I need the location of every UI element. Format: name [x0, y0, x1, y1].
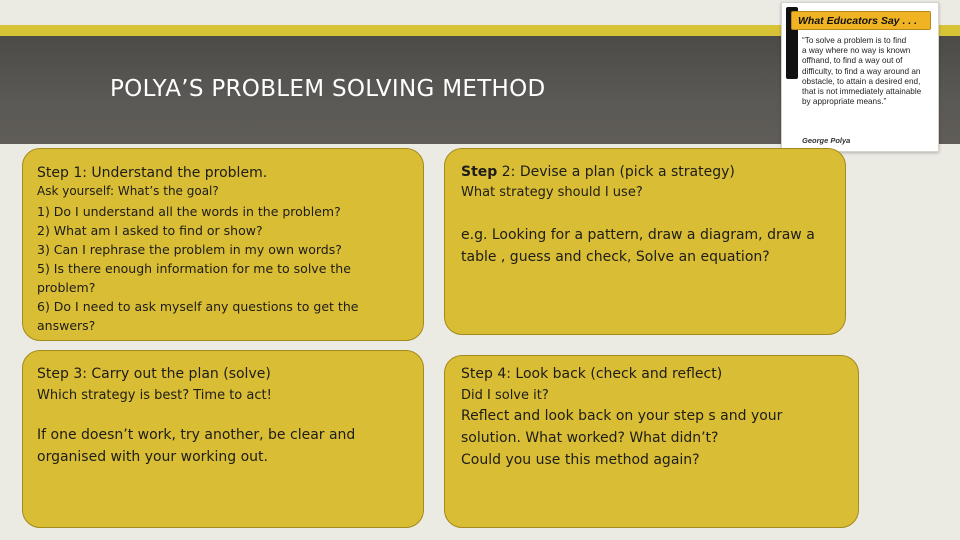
quote-line: a way where no way is known — [802, 46, 911, 56]
step-4-line: Could you use this method again? — [461, 452, 700, 468]
step-3-line: If one doesn’t work, try another, be clear and — [37, 427, 356, 443]
step-2-title — [461, 164, 735, 180]
step-1-line: 3) Can I rephrase the problem in my own words? — [37, 242, 342, 257]
step-1-box — [22, 148, 424, 341]
quote-line: offhand, to find a way out of — [802, 56, 903, 66]
quote-line: “To solve a problem is to find — [802, 36, 907, 45]
step-2-box — [444, 148, 846, 335]
page-title: POLYA’S PROBLEM SOLVING METHOD — [110, 76, 546, 102]
step-1-line: answers? — [37, 318, 96, 333]
step-1-line: 2) What am I asked to find or show? — [37, 223, 263, 238]
step-2-body — [461, 225, 815, 268]
step-4-line: Reflect and look back on your step s and your — [461, 408, 783, 424]
step-4-subtitle: Did I solve it? — [461, 388, 549, 403]
quote-line: by appropriate means.” — [802, 97, 887, 107]
step-2-title-bold: Step — [461, 164, 498, 180]
step-4-title: Step 4: Look back (check and reflect) — [461, 366, 723, 382]
step-1-subtitle: Ask yourself: What’s the goal? — [37, 184, 219, 198]
step-2-line: table , guess and check, Solve an equation? — [461, 248, 770, 265]
step-3-line: organised with your working out. — [37, 448, 268, 465]
step-3-subtitle: Which strategy is best? Time to act! — [37, 388, 272, 403]
step-1-line: 1) Do I understand all the words in the problem? — [37, 204, 341, 219]
quote-line: obstacle, to attain a desired end, — [802, 76, 921, 86]
quote-card — [781, 2, 939, 152]
step-3-box — [22, 350, 424, 528]
quote-heading: What Educators Say . . . — [791, 11, 931, 30]
step-2-line: e.g. Looking for a pattern, draw a diagram, draw a — [461, 227, 815, 243]
step-2-title-rest: 2: Devise a plan (pick a strategy) — [497, 164, 735, 180]
step-3-title: Step 3: Carry out the plan (solve) — [37, 366, 271, 382]
step-4-body — [461, 405, 782, 471]
step-2-subtitle: What strategy should I use? — [461, 185, 643, 200]
step-1-body — [37, 202, 358, 335]
quote-text — [802, 36, 936, 107]
quote-line: that is not immediately attainable — [802, 87, 922, 97]
step-4-line: solution. What worked? What didn’t? — [461, 430, 719, 446]
step-3-body — [37, 425, 355, 468]
step-4-box — [444, 355, 859, 528]
step-1-title: Step 1: Understand the problem. — [37, 165, 268, 181]
step-1-line: 5) Is there enough information for me to solve the — [37, 261, 351, 276]
step-1-line: 6) Do I need to ask myself any questions to get the — [37, 299, 359, 314]
step-1-line: problem? — [37, 280, 96, 295]
quote-line: difficulty, to find a way around an — [802, 66, 921, 76]
quote-author: George Polya — [802, 136, 851, 145]
